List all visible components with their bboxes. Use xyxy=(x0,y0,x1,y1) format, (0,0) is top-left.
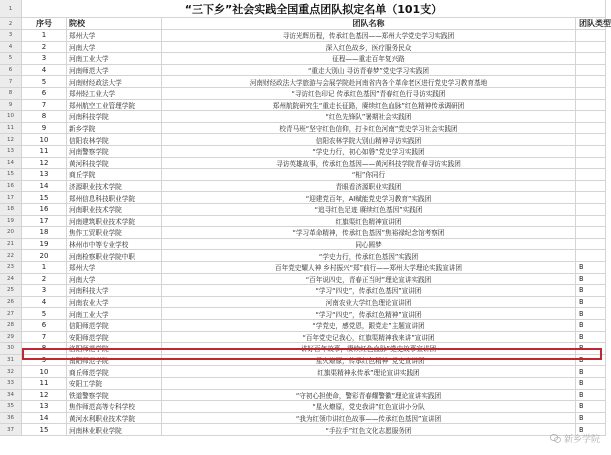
cell-school[interactable]: 安阳师范学院 xyxy=(67,332,162,343)
cell-type[interactable]: B xyxy=(576,401,606,412)
cell-type[interactable] xyxy=(576,250,606,261)
cell-type[interactable] xyxy=(576,42,606,53)
cell-type[interactable]: B xyxy=(576,285,606,296)
cell-type[interactable]: B xyxy=(576,355,606,366)
cell-type[interactable] xyxy=(576,169,606,180)
row-number[interactable]: 15 xyxy=(0,169,22,180)
cell-type[interactable]: B xyxy=(576,320,606,331)
row-number: 2 xyxy=(0,18,22,29)
row-number[interactable]: 5 xyxy=(0,53,22,64)
cell-type[interactable]: B xyxy=(576,308,606,319)
cell-team[interactable]: “星火燎原，传承红色精神”党史宣讲团 xyxy=(162,355,576,366)
cell-team[interactable] xyxy=(162,378,576,389)
cell-team[interactable]: “学史力行，传承红色基因”实践团 xyxy=(162,250,576,261)
cell-type[interactable]: B xyxy=(576,297,606,308)
cell-type[interactable]: B xyxy=(576,343,606,354)
column-header-seq: 序号 xyxy=(22,18,67,29)
cell-team[interactable]: “追寻红色足迹 赓续红色基因”实践团 xyxy=(162,204,576,215)
table-row xyxy=(0,42,606,54)
cell-team[interactable]: “学习革命精神，传承红色基因”焦裕禄纪念馆考察团 xyxy=(162,227,576,238)
cell-seq[interactable]: 14 xyxy=(22,181,67,192)
table-row xyxy=(0,262,606,274)
row-number[interactable]: 22 xyxy=(0,250,22,261)
cell-seq[interactable]: 18 xyxy=(22,227,67,238)
row-number[interactable]: 31 xyxy=(0,355,22,366)
cell-school[interactable]: 南阳师范学院 xyxy=(67,355,162,366)
table-row xyxy=(0,413,606,425)
cell-school[interactable]: 商丘师范学院 xyxy=(67,366,162,377)
row-number[interactable]: 11 xyxy=(0,123,22,134)
watermark xyxy=(550,432,600,445)
column-header-school: 院校 xyxy=(67,18,162,29)
row-number[interactable]: 34 xyxy=(0,390,22,401)
table-row xyxy=(0,401,606,413)
cell-seq[interactable]: 13 xyxy=(22,169,67,180)
cell-school[interactable]: 郑州大学 xyxy=(67,262,162,273)
cell-seq[interactable]: 10 xyxy=(22,134,67,145)
table-row xyxy=(0,76,606,88)
cell-type[interactable]: B xyxy=(576,262,606,273)
cell-seq[interactable]: 14 xyxy=(22,413,67,424)
cell-team[interactable]: “我为红领巾讲红色故事——传承红色基因”宣讲团 xyxy=(162,413,576,424)
cell-type[interactable] xyxy=(576,227,606,238)
row-number[interactable]: 35 xyxy=(0,401,22,412)
cell-team[interactable]: 讲好百年故事，赓续红色血脉”党史故事宣讲团 xyxy=(162,343,576,354)
cell-school[interactable]: 安阳工学院 xyxy=(67,378,162,389)
cell-school[interactable]: 黄河科技学院 xyxy=(67,158,162,169)
cell-seq[interactable]: 11 xyxy=(22,146,67,157)
cell-type[interactable] xyxy=(576,134,606,145)
row-number[interactable]: 36 xyxy=(0,413,22,424)
cell-team[interactable]: “寻访红色印记 传承红色基因”青春红色行寻访实践团 xyxy=(162,88,576,99)
cell-type[interactable] xyxy=(576,88,606,99)
row-number[interactable]: 10 xyxy=(0,111,22,122)
cell-team[interactable]: “星火燎原，党史我讲”红色宣讲小分队 xyxy=(162,401,576,412)
cell-team[interactable]: “百年说四史，青春正当时”理论宣讲实践团 xyxy=(162,274,576,285)
cell-type[interactable] xyxy=(576,111,606,122)
cell-seq[interactable]: 17 xyxy=(22,216,67,227)
table-row xyxy=(0,169,606,181)
cell-type[interactable]: B xyxy=(576,390,606,401)
cell-team[interactable]: 河南农业大学红色理论宣讲团 xyxy=(162,297,576,308)
cell-school[interactable]: 河南科技学院 xyxy=(67,111,162,122)
row-number[interactable]: 14 xyxy=(0,158,22,169)
table-row xyxy=(0,53,606,65)
table-row xyxy=(0,285,606,297)
cell-team[interactable]: 寻访英雄故事，传承红色基因——黄河科技学院青春寻访实践团 xyxy=(162,158,576,169)
row-number: 1 xyxy=(0,0,22,17)
cell-seq[interactable]: 13 xyxy=(22,401,67,412)
table-row xyxy=(0,355,606,367)
cell-team[interactable]: “迎建党百年，AI赋能党史学习教育”实践团 xyxy=(162,192,576,203)
cell-school[interactable]: 焦作工贸职业学院 xyxy=(67,227,162,238)
table-row xyxy=(0,134,606,146)
cell-school[interactable]: 郑州大学 xyxy=(67,30,162,41)
cell-school[interactable]: 河南财经政法大学 xyxy=(67,76,162,87)
cell-seq[interactable]: 7 xyxy=(22,332,67,343)
cell-seq[interactable]: 9 xyxy=(22,355,67,366)
cell-type[interactable] xyxy=(576,204,606,215)
row-number[interactable]: 23 xyxy=(0,262,22,273)
cell-seq[interactable]: 4 xyxy=(22,297,67,308)
cell-school[interactable]: 林州市中等专业学校 xyxy=(67,239,162,250)
cell-type[interactable] xyxy=(576,146,606,157)
cell-seq[interactable]: 19 xyxy=(22,239,67,250)
cell-school[interactable]: 河南林业职业学院 xyxy=(67,424,162,435)
wechat-icon xyxy=(550,434,561,443)
watermark-text: 新乡学院 xyxy=(563,435,600,445)
cell-seq[interactable]: 2 xyxy=(22,274,67,285)
row-number[interactable]: 8 xyxy=(0,88,22,99)
table-row xyxy=(0,111,606,123)
cell-seq[interactable]: 3 xyxy=(22,53,67,64)
row-number[interactable]: 16 xyxy=(0,181,22,192)
cell-seq[interactable]: 16 xyxy=(22,204,67,215)
row-number[interactable]: 18 xyxy=(0,204,22,215)
cell-school[interactable]: 河南警察学院 xyxy=(67,146,162,157)
title-row xyxy=(0,0,606,18)
table-row xyxy=(0,378,606,390)
row-number[interactable]: 33 xyxy=(0,378,22,389)
cell-team[interactable]: 郑州航院研究生“重走长征路，赓续红色血脉”红色精神传承调研团 xyxy=(162,100,576,111)
column-header-type: 团队类型 xyxy=(576,18,606,29)
cell-school[interactable]: 河南大学 xyxy=(67,274,162,285)
row-number[interactable]: 37 xyxy=(0,424,22,435)
table-row xyxy=(0,123,606,135)
row-number[interactable]: 32 xyxy=(0,366,22,377)
cell-type[interactable]: B xyxy=(576,332,606,343)
table-row xyxy=(0,204,606,216)
cell-seq[interactable]: 12 xyxy=(22,158,67,169)
cell-school[interactable]: 信阳师范学院 xyxy=(67,320,162,331)
row-number[interactable]: 25 xyxy=(0,285,22,296)
table-row xyxy=(0,88,606,100)
sheet-title: “三下乡”社会实践全国重点团队拟定名单（101支） xyxy=(22,0,606,17)
cell-type[interactable] xyxy=(576,216,606,227)
cell-type[interactable] xyxy=(576,53,606,64)
cell-type[interactable] xyxy=(576,30,606,41)
table-row xyxy=(0,181,606,193)
table-row xyxy=(0,30,606,42)
table-row xyxy=(0,227,606,239)
cell-school[interactable]: 河南农业大学 xyxy=(67,297,162,308)
cell-school[interactable]: 济源职业技术学院 xyxy=(67,181,162,192)
row-number[interactable]: 9 xyxy=(0,100,22,111)
table-row xyxy=(0,65,606,77)
cell-school[interactable]: 洛阳师范学院 xyxy=(67,343,162,354)
cell-seq[interactable]: 2 xyxy=(22,42,67,53)
row-number[interactable]: 20 xyxy=(0,227,22,238)
header-row xyxy=(0,18,611,30)
cell-team[interactable]: 征程——重走百年复兴路 xyxy=(162,53,576,64)
table-row xyxy=(0,390,606,402)
row-number[interactable]: 24 xyxy=(0,274,22,285)
cell-school[interactable]: 郑州信息科技职业学院 xyxy=(67,192,162,203)
cell-team[interactable]: 红旗渠红色精神宣讲团 xyxy=(162,216,576,227)
cell-team[interactable]: “红色先锋队”暑期社会实践团 xyxy=(162,111,576,122)
row-number[interactable]: 19 xyxy=(0,216,22,227)
table-row xyxy=(0,343,606,355)
cell-school[interactable]: 新乡学院 xyxy=(67,123,162,134)
row-number[interactable]: 7 xyxy=(0,76,22,87)
cell-team[interactable]: 深入红色故乡，医疗服务民众 xyxy=(162,42,576,53)
table-row xyxy=(0,158,606,170)
cell-type[interactable]: B xyxy=(576,378,606,389)
row-number[interactable]: 29 xyxy=(0,332,22,343)
cell-team[interactable]: “百年党史记我心，红旗渠精神我来讲”宣讲团 xyxy=(162,332,576,343)
cell-seq[interactable]: 7 xyxy=(22,100,67,111)
cell-seq[interactable]: 5 xyxy=(22,308,67,319)
cell-school[interactable]: 河南工业大学 xyxy=(67,53,162,64)
cell-seq[interactable]: 10 xyxy=(22,366,67,377)
cell-seq[interactable]: 12 xyxy=(22,390,67,401)
table-row xyxy=(0,192,606,204)
cell-team[interactable]: “守初心担使命，警彩青春耀警徽”理论宣讲实践团 xyxy=(162,390,576,401)
cell-seq[interactable]: 5 xyxy=(22,76,67,87)
cell-type[interactable] xyxy=(576,65,606,76)
cell-team[interactable]: 信阳农林学院大别山精神寻访实践团 xyxy=(162,134,576,145)
cell-team[interactable]: 百年党史耀人神 乡村振兴“郑”前行——郑州大学理论实践宣讲团 xyxy=(162,262,576,273)
cell-seq[interactable]: 1 xyxy=(22,262,67,273)
cell-type[interactable]: B xyxy=(576,274,606,285)
cell-team[interactable]: “学党史，感党恩，跟党走”主题宣讲团 xyxy=(162,320,576,331)
column-header-team: 团队名称 xyxy=(162,18,576,29)
row-number[interactable]: 12 xyxy=(0,134,22,145)
cell-type[interactable]: B xyxy=(576,424,606,435)
cell-school[interactable]: 河南师范大学 xyxy=(67,65,162,76)
row-number[interactable]: 4 xyxy=(0,42,22,53)
cell-school[interactable]: 河南大学 xyxy=(67,42,162,53)
cell-school[interactable]: 河南建筑职业技术学院 xyxy=(67,216,162,227)
cell-seq[interactable]: 4 xyxy=(22,65,67,76)
row-number[interactable]: 30 xyxy=(0,343,22,354)
row-number[interactable]: 6 xyxy=(0,65,22,76)
cell-seq[interactable]: 15 xyxy=(22,192,67,203)
cell-school[interactable]: 河南工业大学 xyxy=(67,308,162,319)
cell-type[interactable] xyxy=(576,158,606,169)
cell-seq[interactable]: 3 xyxy=(22,285,67,296)
table-row xyxy=(0,239,606,251)
cell-school[interactable]: 信阳农林学院 xyxy=(67,134,162,145)
cell-type[interactable] xyxy=(576,123,606,134)
cell-school[interactable]: 郑州航空工业管理学院 xyxy=(67,100,162,111)
cell-team[interactable]: “相”你同行 xyxy=(162,169,576,180)
cell-team[interactable]: “学史力行，初心如磐”党史学习实践团 xyxy=(162,146,576,157)
cell-team[interactable]: “学习“四史”，传承红色精神”宣讲团 xyxy=(162,308,576,319)
cell-seq[interactable]: 11 xyxy=(22,378,67,389)
cell-seq[interactable]: 1 xyxy=(22,30,67,41)
cell-school[interactable]: 铁道警察学院 xyxy=(67,390,162,401)
cell-team[interactable]: “学习“四史”，传承红色基因”宣讲团 xyxy=(162,285,576,296)
cell-seq[interactable]: 6 xyxy=(22,320,67,331)
cell-school[interactable]: 黄河水利职业技术学院 xyxy=(67,413,162,424)
table-row xyxy=(0,100,606,112)
cell-team[interactable]: 寻访光辉历程，传承红色基因——郑州大学党史学习实践团 xyxy=(162,30,576,41)
row-number[interactable]: 17 xyxy=(0,192,22,203)
cell-type[interactable] xyxy=(576,181,606,192)
table-row xyxy=(0,274,606,286)
cell-team[interactable]: 校青马班“坚守红色信仰，打卡红色河南”党史学习社会实践团 xyxy=(162,123,576,134)
cell-seq[interactable]: 20 xyxy=(22,250,67,261)
cell-school[interactable]: 郑州轻工业大学 xyxy=(67,88,162,99)
cell-school[interactable]: 河南职业技术学院 xyxy=(67,204,162,215)
cell-team[interactable]: 红旗渠精神永传承”理论宣讲实践团 xyxy=(162,366,576,377)
cell-type[interactable] xyxy=(576,239,606,250)
cell-school[interactable]: 商丘学院 xyxy=(67,169,162,180)
cell-team[interactable]: “手拉手”红色文化志愿服务团 xyxy=(162,424,576,435)
cell-seq[interactable]: 6 xyxy=(22,88,67,99)
cell-team[interactable]: 河南财经政法大学旅游与会展学院赴河南省内各个革命老区进行党史学习教育基地 xyxy=(162,76,576,87)
cell-type[interactable] xyxy=(576,76,606,87)
cell-type[interactable]: B xyxy=(576,366,606,377)
cell-seq[interactable]: 8 xyxy=(22,111,67,122)
cell-school[interactable]: 河南科技大学 xyxy=(67,285,162,296)
cell-type[interactable] xyxy=(576,192,606,203)
cell-seq[interactable]: 9 xyxy=(22,123,67,134)
table-row xyxy=(0,424,606,436)
table-row xyxy=(0,332,606,344)
table-row xyxy=(0,250,606,262)
cell-school[interactable]: 焦作师范高等专科学校 xyxy=(67,401,162,412)
cell-seq[interactable]: 8 xyxy=(22,343,67,354)
cell-school[interactable]: 河南检察职业学院中职 xyxy=(67,250,162,261)
table-row xyxy=(0,216,606,228)
cell-type[interactable] xyxy=(576,100,606,111)
table-row xyxy=(0,146,606,158)
cell-team[interactable]: 同心圆梦 xyxy=(162,239,576,250)
cell-seq[interactable]: 15 xyxy=(22,424,67,435)
row-number[interactable]: 13 xyxy=(0,146,22,157)
table-row xyxy=(0,366,606,378)
table-row xyxy=(0,297,606,309)
table-row xyxy=(0,308,606,320)
row-number[interactable]: 21 xyxy=(0,239,22,250)
row-number[interactable]: 28 xyxy=(0,320,22,331)
cell-team[interactable]: “重走大别山 寻访青春梦”党史学习实践团 xyxy=(162,65,576,76)
cell-type[interactable]: B xyxy=(576,413,606,424)
cell-team[interactable]: 青眼看济源职业实践团 xyxy=(162,181,576,192)
row-number[interactable]: 26 xyxy=(0,297,22,308)
row-number[interactable]: 3 xyxy=(0,30,22,41)
row-number[interactable]: 27 xyxy=(0,308,22,319)
table-row xyxy=(0,320,606,332)
